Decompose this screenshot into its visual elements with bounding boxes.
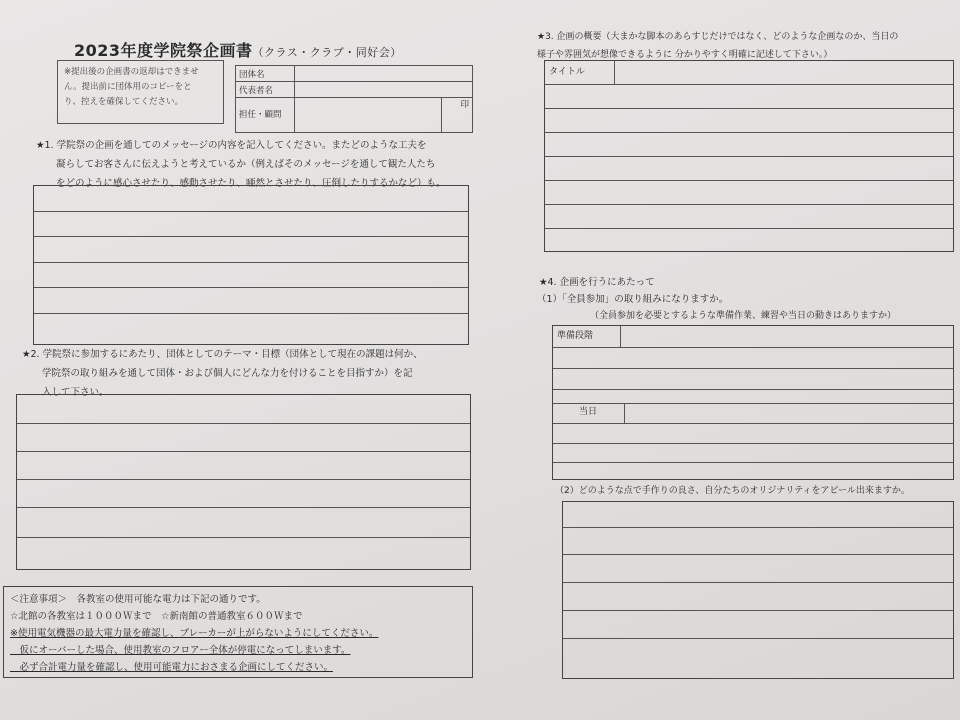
notice-line: り、控えを確保してください。 xyxy=(64,97,184,107)
q3-answer-box[interactable] xyxy=(544,60,954,252)
rule-line xyxy=(553,347,953,348)
rule-line xyxy=(553,368,953,369)
info-table xyxy=(235,65,473,133)
q2-answer-box[interactable] xyxy=(16,394,471,570)
rule-line xyxy=(17,537,470,538)
notice-box xyxy=(57,60,224,124)
caution-line: ※使用電気機器の最大電力量を確認し、ブレーカーが上がらないようにしてください。 xyxy=(10,628,379,639)
q2-line: ★2. 学院祭に参加するにあたり、団体としてのテーマ・目標（団体として現在の課題は何か、 xyxy=(22,349,423,360)
q1-line: 凝らしてお客さんに伝えようと考えているか（例えばそのメッセージを通して観た人たち xyxy=(56,159,436,170)
rule-line xyxy=(545,132,953,133)
q4-sub2: （2）どのような点で手作りの良さ、自分たちのオリジナリティをアピール出来ますか。 xyxy=(555,486,910,496)
caution-line: ☆北館の各教室は１０００Ｗまで ☆新南館の普通教室６００Ｗまで xyxy=(10,611,303,622)
caution-line: 必ず合計電力量を確認し、使用可能電力におさまる企画にしてください。 xyxy=(10,662,334,673)
stamp-field[interactable] xyxy=(442,98,473,133)
rule-line xyxy=(17,479,470,480)
form-title xyxy=(74,38,402,61)
representative-label: 代表者名 xyxy=(236,82,295,98)
rule-line xyxy=(34,236,468,237)
q3-line: ★3. 企画の概要（大まかな脚本のあらすじだけではなく、どのような企画なのか、当日の xyxy=(537,32,899,42)
rule-line xyxy=(563,610,953,611)
q1-line: ★1. 学院祭の企画を通してのメッセージの内容を記入してください。またどのような工夫を xyxy=(36,140,427,151)
rule-line xyxy=(34,262,468,263)
rule-line xyxy=(545,84,953,85)
rule-line xyxy=(553,389,953,390)
q2-line: 入して下さい。 xyxy=(42,387,109,398)
rule-line xyxy=(553,462,953,463)
advisor-label: 担任・顧問 xyxy=(236,98,295,133)
notice-line: ん。提出前に団体用のコピーをと xyxy=(64,82,192,92)
advisor-field[interactable] xyxy=(295,98,442,133)
rule-line xyxy=(545,204,953,205)
group-name-label: 団体名 xyxy=(236,66,295,82)
day-label: 当日 xyxy=(553,403,625,423)
q4-heading: ★4. 企画を行うにあたって xyxy=(539,277,655,288)
q1-line: をどのように感心させたり、感動させたり、唖然とさせたり、圧倒したりするかなど）も。 xyxy=(56,178,446,189)
rule-line xyxy=(553,423,953,424)
q2-line: 学院祭の取り組みを通して団体・および個人にどんな力を付けることを目指すか）を記 xyxy=(42,368,413,379)
rule-line xyxy=(563,638,953,639)
rule-line xyxy=(545,108,953,109)
rule-line xyxy=(563,527,953,528)
rule-line xyxy=(34,313,468,314)
form-title-sub: （クラス・クラブ・同好会） xyxy=(252,46,402,59)
rule-line xyxy=(17,451,470,452)
caution-box xyxy=(3,586,473,678)
q1-answer-box[interactable] xyxy=(33,185,469,345)
rule-line xyxy=(563,554,953,555)
caution-line: 仮にオーバーした場合、使用教室のフロアー全体が停電になってしまいます。 xyxy=(10,645,351,656)
q4-sub1-note: （全員参加を必要とするような準備作業、練習や当日の動きはありますか） xyxy=(590,311,897,321)
notice-line: ※提出後の企画書の返却はできませ xyxy=(64,67,199,77)
representative-field[interactable] xyxy=(295,82,473,98)
q3-line: 様子や雰囲気が想像できるように 分かりやすく明確に記述して下さい。） xyxy=(537,50,833,60)
rule-line xyxy=(17,423,470,424)
rule-line xyxy=(545,180,953,181)
prep-label: 準備段階 xyxy=(553,326,621,347)
group-name-field[interactable] xyxy=(295,66,473,82)
rule-line xyxy=(563,582,953,583)
rule-line xyxy=(17,507,470,508)
rule-line xyxy=(553,443,953,444)
title-label: タイトル xyxy=(545,61,615,84)
q4-originality-box[interactable] xyxy=(562,501,954,679)
q4-sub1: （1）「全員参加」の取り組みになりますか。 xyxy=(537,294,729,305)
stamp-label: 印 xyxy=(460,100,469,110)
rule-line xyxy=(34,287,468,288)
form-title-main: 2023年度学院祭企画書 xyxy=(74,41,253,60)
caution-line: ＜注意事項＞ 各教室の使用可能な電力は下記の通りです。 xyxy=(10,594,266,605)
q3-prompt xyxy=(537,28,898,64)
rule-line xyxy=(545,156,953,157)
q4-participation-box[interactable] xyxy=(552,325,954,480)
rule-line xyxy=(34,211,468,212)
rule-line xyxy=(545,228,953,229)
